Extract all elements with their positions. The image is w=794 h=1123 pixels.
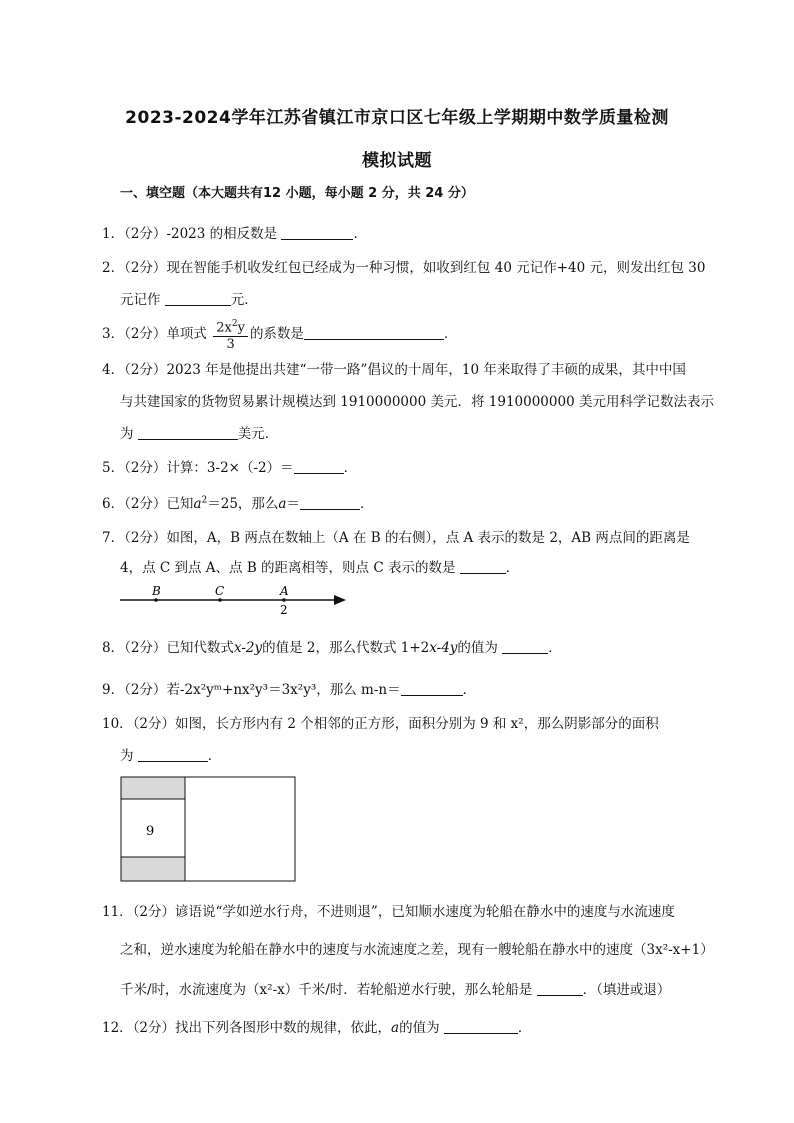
answer-blank[interactable] (294, 459, 344, 474)
answer-blank[interactable] (304, 325, 444, 340)
question-number: 11． (102, 904, 133, 920)
question-4-line3: 为 美元． (120, 426, 279, 442)
answer-blank[interactable] (537, 981, 583, 996)
answer-blank[interactable] (300, 495, 360, 510)
question-7 (102, 526, 690, 546)
question-number: 6． (102, 496, 125, 512)
answer-blank[interactable] (165, 291, 231, 306)
question-text: -2023 的相反数是 (166, 226, 278, 242)
question-12: 12．（2分）找出下列各图形中数的规律，依此，a的值为 ． (102, 1020, 532, 1036)
label-c: C (215, 584, 225, 598)
question-points: （2分） (124, 640, 167, 656)
question-number: 9． (102, 682, 125, 698)
question-11 (102, 900, 675, 920)
question-number: 1． (102, 226, 125, 242)
question-text: 如图，A，B 两点在数轴上（A 在 B 的右侧），点 A 表示的数是 2，AB 两点间的距离是 (166, 530, 690, 546)
question-11-line2: 之和，逆水速度为轮船在静水中的速度与水流速度之差，现有一艘轮船在静水中的速度（3x²-x+1） (120, 942, 714, 958)
answer-blank[interactable] (460, 559, 506, 574)
doc-title-line1: 2023-2024学年江苏省镇江市京口区七年级上学期期中数学质量检测 (125, 108, 669, 128)
shaded-top (121, 777, 185, 799)
question-text: 若-2x²yᵐ+nx²y³＝3x²y³，那么 m-n＝ (166, 682, 401, 698)
question-number: 4． (102, 362, 125, 378)
answer-blank[interactable] (138, 747, 208, 762)
question-number: 3． (102, 326, 125, 343)
point-c (218, 598, 222, 602)
question-points: （2分） (124, 460, 167, 476)
question-points: （2分） (124, 260, 167, 276)
question-text: 现在智能手机收发红包已经成为一种习惯，如收到红包 40 元记作+40 元，则发出红包 30 (166, 260, 706, 276)
doc-title-line2: 模拟试题 (362, 151, 432, 171)
fraction: $\frac{2x^2y}{3}$ (213, 316, 248, 353)
answer-blank[interactable] (444, 1019, 518, 1034)
question-points: （2分） (132, 716, 176, 732)
question-9: 9．（2分）若-2x²yᵐ+nx²y³＝3x²y³，那么 m-n＝ ． (102, 682, 477, 698)
answer-blank[interactable] (502, 639, 548, 654)
rectangle-figure (120, 776, 300, 884)
question-points: （2分） (124, 326, 167, 343)
question-3: 3．（2分）单项式 $\frac{2x^2y}{3}$ 的系数是 ． (102, 316, 457, 353)
question-11-line3: 千米/时，水流速度为（x²-x）千米/时．若轮船逆水行驶，那么轮船是 ．（填进或退） (120, 982, 671, 998)
question-4-line2: 与共建国家的货物贸易累计规模达到 1910000000 美元．将 1910000000 美元用科学记数法表示 (120, 394, 714, 410)
shaded-bottom (121, 857, 185, 881)
section-heading: 一、填空题（本大题共有12 小题，每小题 2 分，共 24 分） (120, 186, 474, 201)
question-points: （2分） (132, 904, 176, 920)
point-b (154, 598, 158, 602)
question-points: （2分） (124, 226, 167, 242)
question-5: 5．（2分）计算：3-2×（-2）＝ ． (102, 460, 358, 476)
question-text: 计算：3-2×（-2）＝ (166, 460, 294, 476)
question-4 (102, 358, 686, 378)
label-a: A (280, 584, 289, 598)
square-label: 9 (146, 824, 155, 839)
answer-blank[interactable] (401, 681, 463, 696)
question-number: 8． (102, 640, 125, 656)
label-b: B (152, 584, 161, 598)
question-number: 7． (102, 530, 125, 546)
arrow-icon (334, 595, 346, 605)
question-10-line2: 为 ． (120, 748, 222, 764)
question-number: 10． (102, 716, 133, 732)
question-points: （2分） (124, 682, 167, 698)
question-text: 2023 年是他提出共建“一带一路”倡议的十周年，10 年来取得了丰硕的成果，其中中国 (166, 362, 686, 378)
question-text: 谚语说“学如逆水行舟，不进则退”，已知顺水速度为轮船在静水中的速度与水流速度 (175, 904, 675, 920)
answer-blank[interactable] (281, 225, 353, 240)
question-text: 如图，长方形内有 2 个相邻的正方形，面积分别为 9 和 x²，那么阴影部分的面积 (175, 716, 659, 732)
answer-blank[interactable] (138, 425, 238, 440)
question-points: （2分） (124, 362, 167, 378)
question-number: 5． (102, 460, 125, 476)
point-a (282, 598, 286, 602)
question-number: 2． (102, 260, 125, 276)
question-2-line2: 元记作 元． (120, 292, 258, 308)
question-2 (102, 256, 705, 276)
question-points: （2分） (132, 1020, 176, 1036)
question-10 (102, 712, 659, 732)
question-7-line2: 4，点 C 到点 A、点 B 的距离相等，则点 C 表示的数是 ． (120, 560, 520, 576)
question-8: 8．（2分）已知代数式x-2y的值是 2，那么代数式 1+2x-4y的值为 ． (102, 640, 562, 656)
number-line-figure (120, 584, 360, 620)
question-6: 6．（2分）已知$a^2=25$，那么a＝ ． (102, 495, 374, 512)
question-points: （2分） (124, 496, 167, 512)
question-number: 12． (102, 1020, 133, 1036)
question-1: 1．（2分）-2023 的相反数是 ． (102, 226, 367, 242)
question-points: （2分） (124, 530, 167, 546)
label-value: 2 (280, 603, 288, 617)
